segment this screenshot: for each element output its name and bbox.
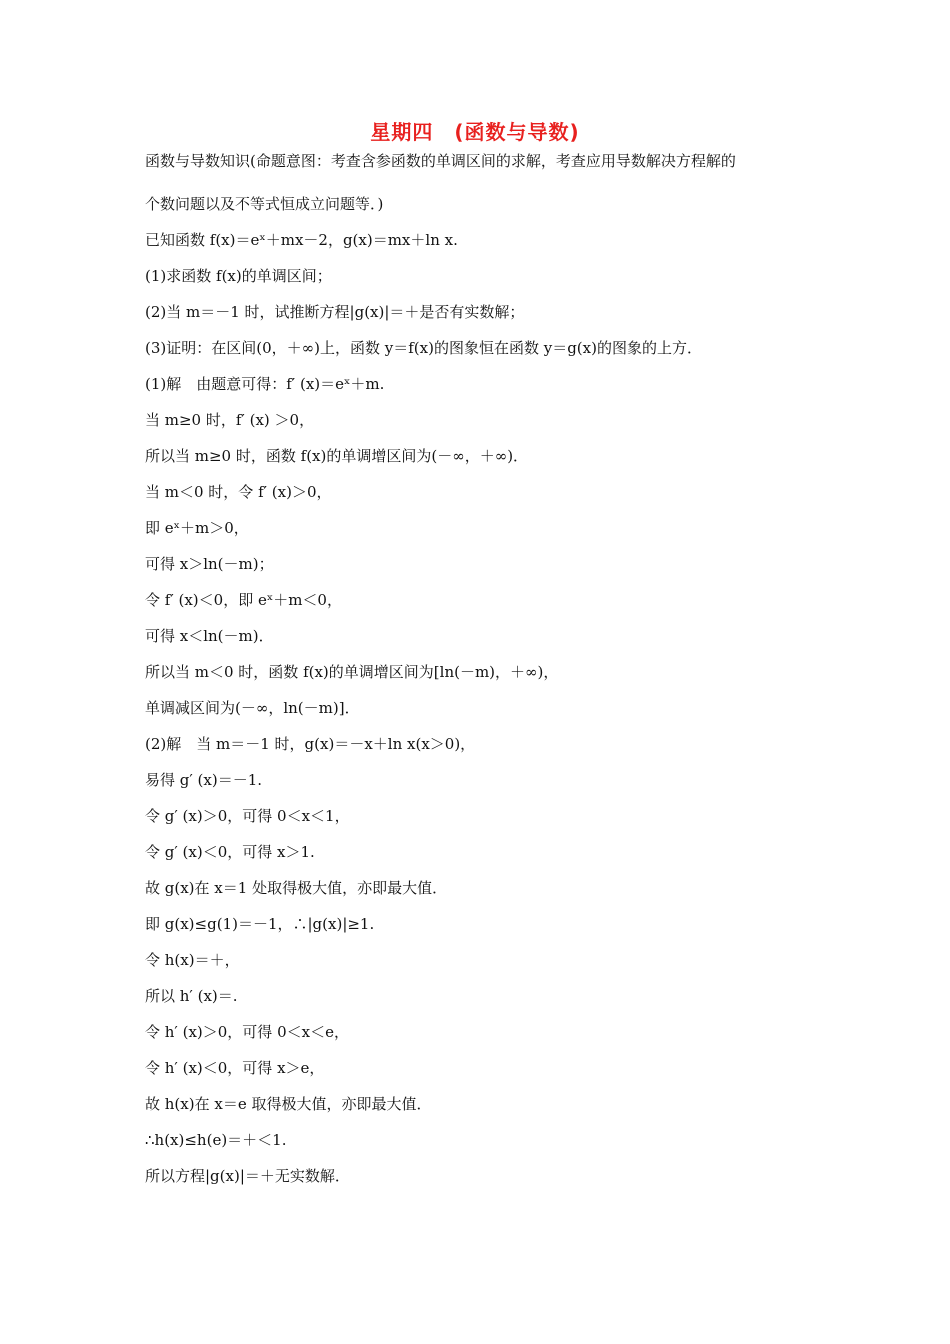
- question-1: (1)求函数 f(x)的单调区间；: [145, 267, 332, 285]
- solution-line: 即 eˣ＋m＞0，: [145, 519, 249, 537]
- intro-line-2: 个数问题以及不等式恒成立问题等．): [145, 195, 384, 213]
- solution-line: 令 h′ (x)＜0，可得 x＞e，: [145, 1059, 325, 1077]
- solution-line: 即 g(x)≤g(1)＝－1，∴|g(x)|≥1.: [145, 915, 375, 933]
- solution-line: 所以 h′ (x)＝.: [145, 987, 238, 1005]
- solution-line: 单调减区间为(－∞，ln(－m)]．: [145, 699, 360, 717]
- solution-line: 易得 g′ (x)＝－1.: [145, 771, 263, 789]
- solution-line: 令 f′ (x)＜0，即 eˣ＋m＜0，: [145, 591, 342, 609]
- solution-line: (1)解 由题意可得：f′ (x)＝eˣ＋m.: [145, 375, 385, 393]
- solution-line: 当 m≥0 时，f′ (x) ＞0，: [145, 411, 315, 429]
- solution-line: 所以当 m＜0 时，函数 f(x)的单调增区间为[ln(－m)，＋∞)，: [145, 663, 559, 681]
- intro-line-1: 函数与导数知识(命题意图：考查含参函数的单调区间的求解，考查应用导数解决方程解的: [145, 152, 736, 170]
- solution-line: 令 g′ (x)＜0，可得 x＞1.: [145, 843, 315, 861]
- solution-line: 所以当 m≥0 时，函数 f(x)的单调增区间为(－∞，＋∞)．: [145, 447, 529, 465]
- solution-line: 令 h(x)＝＋，: [145, 951, 240, 969]
- solution-line: 可得 x＞ln(－m)；: [145, 555, 274, 573]
- solution-line: 所以方程|g(x)|＝＋无实数解．: [145, 1167, 350, 1185]
- page-title: 星期四 (函数与导数): [370, 120, 580, 144]
- question-2: (2)当 m＝－1 时，试推断方程|g(x)|＝＋是否有实数解；: [145, 303, 525, 321]
- solution-line: 故 h(x)在 x＝e 取得极大值，亦即最大值．: [145, 1095, 432, 1113]
- solution-line: 当 m＜0 时，令 f′ (x)＞0，: [145, 483, 332, 501]
- solution-line: ∴h(x)≤h(e)＝＋＜1.: [145, 1131, 287, 1149]
- solution-line: 令 g′ (x)＞0，可得 0＜x＜1，: [145, 807, 350, 825]
- solution-line: 故 g(x)在 x＝1 处取得极大值，亦即最大值．: [145, 879, 448, 897]
- solution-line: 可得 x＜ln(－m)．: [145, 627, 274, 645]
- solution-line: 令 h′ (x)＞0，可得 0＜x＜e，: [145, 1023, 349, 1041]
- question-3: (3)证明：在区间(0，＋∞)上，函数 y＝f(x)的图象恒在函数 y＝g(x)的图象的上方．: [145, 339, 702, 357]
- problem-statement: 已知函数 f(x)＝eˣ＋mx－2，g(x)＝mx＋ln x.: [145, 231, 458, 249]
- solution-line: (2)解 当 m＝－1 时，g(x)＝－x＋ln x(x＞0)，: [145, 735, 476, 753]
